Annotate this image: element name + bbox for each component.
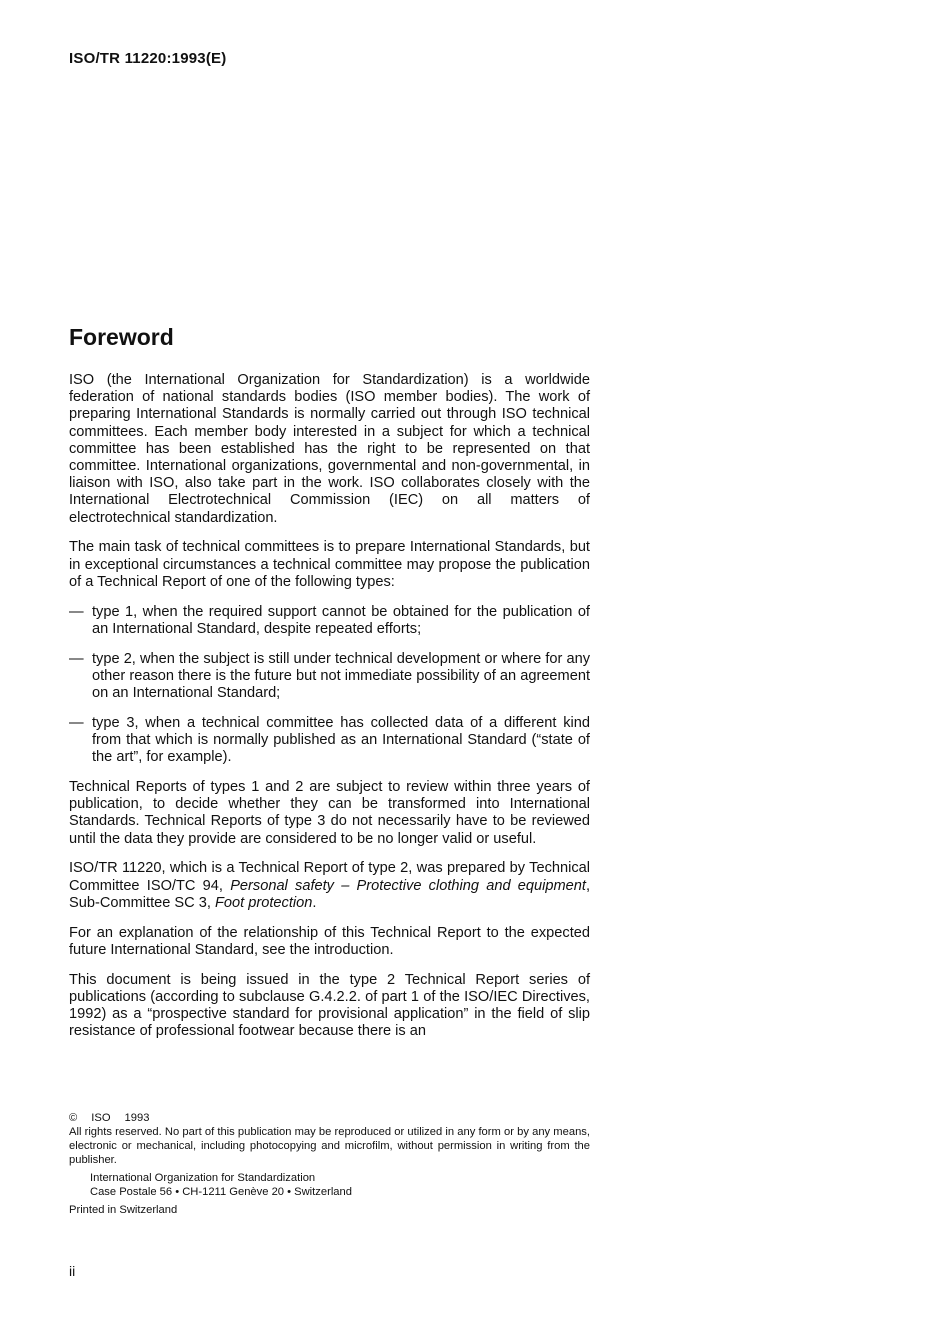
address-line-2: Case Postale 56 • CH-1211 Genève 20 • Switzerland	[90, 1186, 352, 1198]
paragraph-main-task: The main task of technical committees is to prepare International Standards, but in exceptional circumstances a technical committee may propose the publication of a Technical Report of one of the following types:	[69, 539, 590, 590]
text-run: .	[312, 894, 317, 911]
dash-bullet: —	[69, 714, 84, 731]
document-id-header: ISO/TR 11220:1993(E)	[69, 50, 227, 67]
list-item-type-1	[69, 604, 590, 638]
copyright-year: 1993	[124, 1112, 150, 1124]
address-line-1: International Organization for Standardization	[90, 1172, 316, 1184]
paragraph-review: Technical Reports of types 1 and 2 are subject to review within three years of publication, to decide whether they can be transformed into International Standards. Technical Reports of type 3 do not necessarily have to be reviewed until the data they provide are considered to be no longer valid or useful.	[69, 779, 590, 847]
committee-title: Personal safety – Protective clothing and equipment	[230, 877, 586, 894]
list-item-text: type 2, when the subject is still under technical development or where for any other reason there is the future but not immediate possibility of an agreement on an International Standard;	[92, 650, 590, 702]
list-item-text: type 3, when a technical committee has collected data of a different kind from that which is normally published as an International Standard (“state of the art”, for example).	[92, 714, 590, 766]
publisher-address	[69, 1171, 590, 1199]
page-number: ii	[69, 1263, 76, 1279]
list-item-text: type 1, when the required support cannot be obtained for the publication of an International Standard, despite repeated efforts;	[92, 603, 590, 637]
copyright-owner: ISO	[91, 1112, 111, 1124]
paragraph-intro: ISO (the International Organization for Standardization) is a worldwide federation of national standards bodies (ISO member bodies). The work of preparing International Standards is normally carried out through ISO technical committees. Each member body interested in a subject for which a technical committee has been established has the right to be represented on that committee. International organizations, governmental and non-governmental, in liaison with ISO, also take part in the work. ISO collaborates closely with the International Electrotechnical Commission (IEC) on all matters of electrotechnical standardization.	[69, 372, 590, 526]
page-title: Foreword	[69, 324, 174, 350]
copyright-symbol: ©	[69, 1112, 78, 1124]
paragraph-prepared-by	[69, 860, 590, 912]
text-run: ISO/TR 11220, which is a Technical Report of type 2, was prepared by Technical Committee ISO/TC 94,	[69, 860, 590, 894]
rights-statement: All rights reserved. No part of this publication may be reproduced or utilized in any form or by any means, electronic or mechanical, including photocopying and microfilm, without permission in writing from the publisher.	[69, 1126, 590, 1166]
copyright-line	[69, 1111, 590, 1125]
foreword-body	[69, 372, 590, 1053]
paragraph-issued: This document is being issued in the type 2 Technical Report series of publications (according to subclause G.4.2.2. of part 1 of the ISO/IEC Directives, 1992) as a “prospective standard for provisional application” in the field of slip resistance of professional footwear because there is an	[69, 971, 590, 1040]
paragraph-explanation: For an explanation of the relationship of this Technical Report to the expected future International Standard, see the introduction.	[69, 924, 590, 958]
list-item-type-3	[69, 715, 590, 767]
dash-bullet: —	[69, 603, 84, 620]
printed-in: Printed in Switzerland	[69, 1204, 178, 1216]
dash-bullet: —	[69, 650, 84, 667]
list-item-type-2	[69, 651, 590, 703]
copyright-block	[69, 1111, 590, 1217]
subcommittee-title: Foot protection	[215, 894, 313, 911]
text-run: , Sub-Committee SC 3,	[69, 877, 591, 911]
